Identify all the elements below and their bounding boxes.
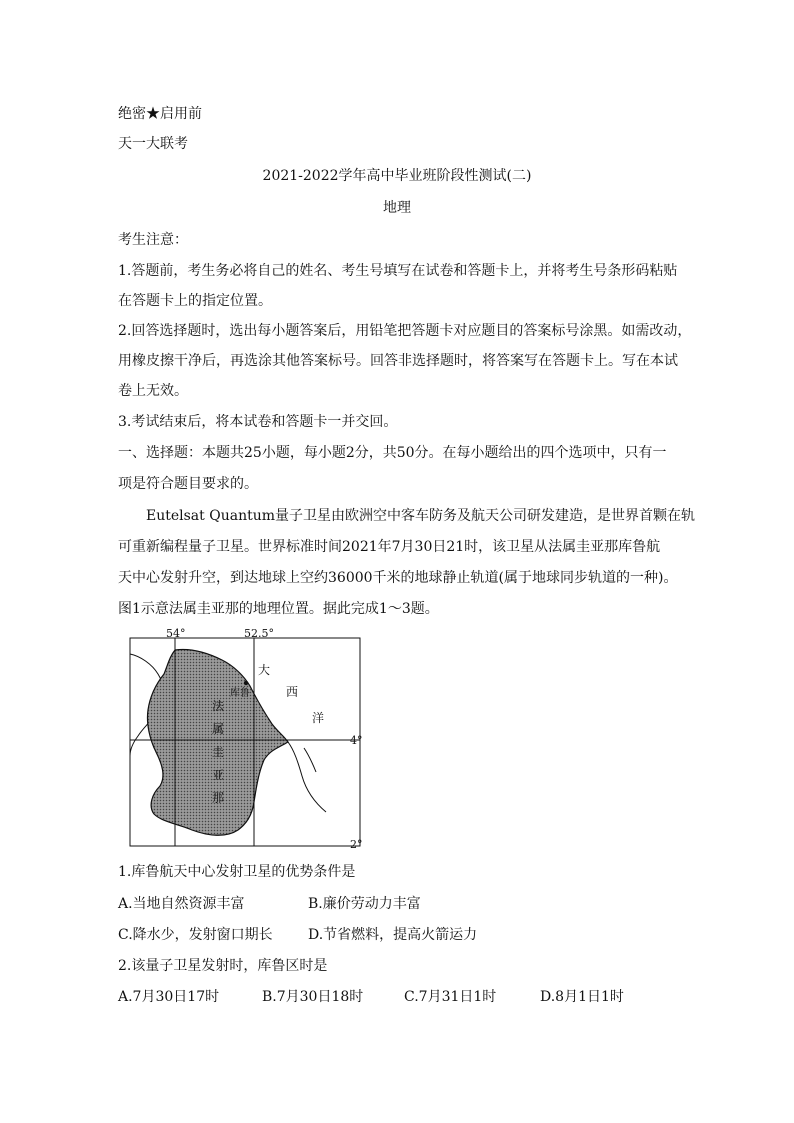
lon-label-54: 54°	[166, 627, 186, 640]
country-label-char: 那	[212, 791, 225, 805]
question-1-option-b: B.廉价劳动力丰富	[308, 896, 421, 912]
organization-label: 天一大联考	[118, 136, 188, 152]
question-2-option-a: A.7月30日17时	[118, 989, 220, 1005]
question-2-option-b: B.7月30日18时	[262, 989, 364, 1005]
notice-line: 卷上无效。	[118, 383, 188, 399]
passage-line: 可重新编程量子卫星。世界标准时间2021年7月30日21时，该卫星从法属圭亚那库鲁航	[118, 539, 661, 555]
passage-line: Eutelsat Quantum量子卫星由欧洲空中客车防务及航天公司研发建造，是世界首颗在轨	[146, 508, 696, 524]
notice-line: 2.回答选择题时，选出每小题答案后，用铅笔把答题卡对应题目的答案标号涂黑。如需改动，	[118, 323, 692, 339]
passage-line: 天中心发射升空，到达地球上空约36000千米的地球静止轨道(属于地球同步轨道的一种)。	[118, 570, 678, 586]
kourou-marker	[244, 681, 248, 685]
question-1-stem: 1.库鲁航天中心发射卫星的优势条件是	[118, 864, 356, 880]
notice-line: 3.考试结束后，将本试卷和答题卡一并交回。	[118, 414, 398, 430]
country-label-char: 法	[212, 699, 225, 713]
notice-heading: 考生注意：	[118, 232, 188, 248]
lat-label-4: 4°	[350, 734, 363, 747]
country-label-char: 亚	[212, 768, 225, 782]
country-label-char: 属	[212, 722, 225, 736]
figure-1-map	[118, 626, 368, 851]
kourou-label: 库鲁	[230, 688, 250, 699]
passage-line: 图1示意法属圭亚那的地理位置。据此完成1～3题。	[118, 601, 439, 617]
question-2-option-c: C.7月31日1时	[404, 989, 497, 1005]
lat-label-2: 2°	[350, 838, 363, 851]
section-instruction: 一、选择题：本题共25小题，每小题2分，共50分。在每小题给出的四个选项中，只有一	[118, 445, 667, 461]
ocean-label-char: 大	[258, 663, 271, 677]
ocean-label-char: 西	[286, 685, 299, 699]
ocean-label-char: 洋	[312, 711, 325, 725]
country-label-char: 圭	[212, 745, 225, 759]
question-1-option-d: D.节省燃料，提高火箭运力	[308, 927, 478, 943]
lon-label-52-5: 52.5°	[244, 627, 274, 640]
question-1-option-c: C.降水少，发射窗口期长	[118, 927, 273, 943]
notice-line: 用橡皮擦干净后，再选涂其他答案标号。回答非选择题时，将答案写在答题卡上。写在本试	[118, 353, 678, 369]
question-1-option-a: A.当地自然资源丰富	[118, 896, 245, 912]
question-2-option-d: D.8月1日1时	[540, 989, 624, 1005]
notice-line: 在答题卡上的指定位置。	[118, 293, 272, 309]
section-instruction: 项是符合题目要求的。	[118, 476, 258, 492]
exam-title: 2021-2022学年高中毕业班阶段性测试(二)	[262, 168, 532, 184]
secret-label: 绝密★启用前	[118, 106, 202, 122]
notice-line: 1.答题前，考生务必将自己的姓名、考生号填写在试卷和答题卡上，并将考生号条形码粘贴	[118, 263, 678, 279]
question-2-stem: 2.该量子卫星发射时，库鲁区时是	[118, 958, 328, 974]
subject-title: 地理	[383, 200, 411, 216]
